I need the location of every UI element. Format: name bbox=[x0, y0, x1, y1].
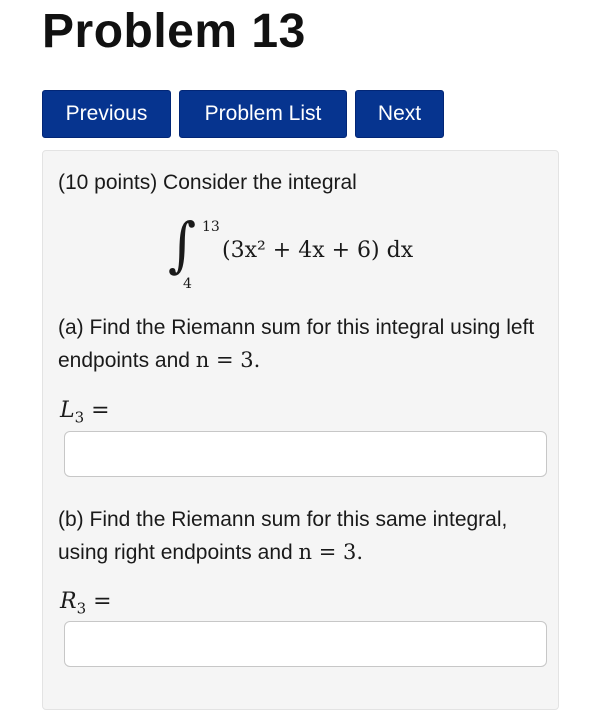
next-button[interactable]: Next bbox=[355, 90, 444, 138]
part-b-label-eq: = bbox=[86, 589, 112, 614]
part-a-label-sub: 3 bbox=[74, 408, 85, 427]
part-a-label-var: L bbox=[60, 398, 75, 423]
integral-upper-limit: 13 bbox=[202, 219, 220, 235]
part-a-answer-input[interactable] bbox=[64, 431, 547, 477]
part-a-text: (a) Find the Riemann sum for this integral using left endpoints and bbox=[58, 316, 535, 372]
page-title: Problem 13 bbox=[42, 5, 306, 58]
problem-intro: (10 points) Consider the integral bbox=[58, 171, 357, 194]
part-b-answer-input[interactable] bbox=[64, 621, 547, 667]
part-b-n: n = 3. bbox=[298, 540, 364, 564]
problem-navigation bbox=[42, 90, 444, 138]
part-b-label-var: R bbox=[60, 589, 77, 614]
part-a-n: n = 3. bbox=[195, 348, 261, 372]
part-b-label bbox=[60, 589, 112, 617]
integral-lower-limit: 4 bbox=[183, 276, 192, 292]
part-b-label-sub: 3 bbox=[76, 599, 87, 618]
integrand: (3x² + 4x + 6) dx bbox=[222, 238, 414, 263]
part-a-label-eq: = bbox=[84, 398, 110, 423]
part-b-question bbox=[58, 503, 548, 569]
part-b-text: (b) Find the Riemann sum for this same integral, using right endpoints and bbox=[58, 508, 508, 564]
previous-button[interactable]: Previous bbox=[42, 90, 171, 138]
problem-list-button[interactable]: Problem List bbox=[179, 90, 347, 138]
part-a-label bbox=[60, 398, 110, 426]
integral-sign-icon: ∫ bbox=[168, 209, 197, 280]
part-a-question bbox=[58, 311, 548, 377]
